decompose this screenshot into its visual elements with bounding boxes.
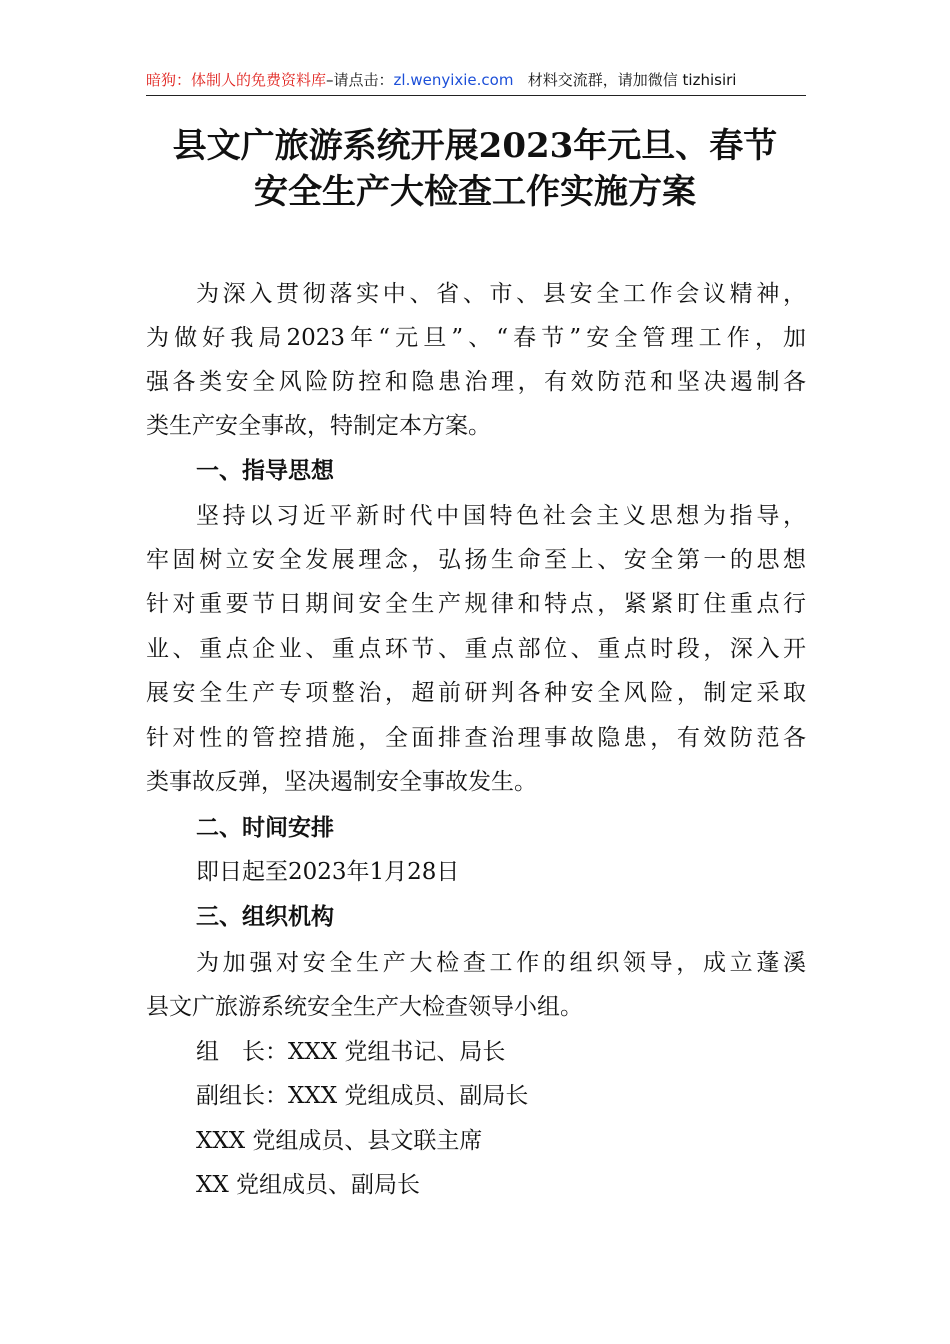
intro-paragraph-line: 类生产安全事故，特制定本方案。 <box>146 413 491 439</box>
document-title-line-2: 安全生产大检查工作实施方案 <box>254 172 696 212</box>
section-paragraph-line: 业、重点企业、重点环节、重点部位、重点时段，深入开 <box>146 636 806 662</box>
section-paragraph-line: 针对性的管控措施，全面排查治理事故隐患，有效防范各 <box>146 725 806 751</box>
document-title-line-1: 县文广旅游系统开展2023年元旦、春节 <box>172 126 778 166</box>
member-line: XX 党组成员、副局长 <box>196 1172 421 1198</box>
section-paragraph-line: 坚持以习近平新时代中国特色社会主义思想为指导， <box>196 503 806 529</box>
header-brand: 暗狗：体制人的免费资料库 <box>146 71 327 89</box>
section-paragraph-line: 牢固树立安全发展理念，弘扬生命至上、安全第一的思想 <box>146 547 806 573</box>
member-line-deputy: 副组长：XXX 党组成员、副局长 <box>196 1083 529 1109</box>
header-divider <box>146 95 806 96</box>
section-paragraph-line: 为加强对安全生产大检查工作的组织领导，成立蓬溪 <box>196 950 806 976</box>
section-heading-schedule: 二、时间安排 <box>196 815 334 841</box>
intro-paragraph-line: 为深入贯彻落实中、省、市、县安全工作会议精神， <box>196 281 806 307</box>
page-header <box>146 68 806 92</box>
section-paragraph-line: 县文广旅游系统安全生产大检查领导小组。 <box>146 994 583 1020</box>
section-paragraph-line: 类事故反弹，坚决遏制安全事故发生。 <box>146 769 537 795</box>
header-link[interactable]: zl.wenyixie.com <box>393 71 514 89</box>
intro-paragraph-line: 强各类安全风险防控和隐患治理，有效防范和坚决遏制各 <box>146 369 806 395</box>
section-heading-organization: 三、组织机构 <box>196 904 334 930</box>
schedule-text: 即日起至2023年1月28日 <box>196 859 460 885</box>
section-paragraph-line: 针对重要节日期间安全生产规律和特点，紧紧盯住重点行 <box>146 591 806 617</box>
member-line: XXX 党组成员、县文联主席 <box>196 1128 483 1154</box>
section-heading-guiding-thought: 一、指导思想 <box>196 458 334 484</box>
member-line-leader: 组 长：XXX 党组书记、局长 <box>196 1039 506 1065</box>
header-contact: 材料交流群，请加微信 tizhisiri <box>527 71 737 89</box>
section-paragraph-line: 展安全生产专项整治，超前研判各种安全风险，制定采取 <box>146 680 806 706</box>
header-prompt: –请点击： <box>326 71 394 89</box>
intro-paragraph-line: 为做好我局2023年“元旦”、“春节”安全管理工作，加 <box>146 325 806 351</box>
